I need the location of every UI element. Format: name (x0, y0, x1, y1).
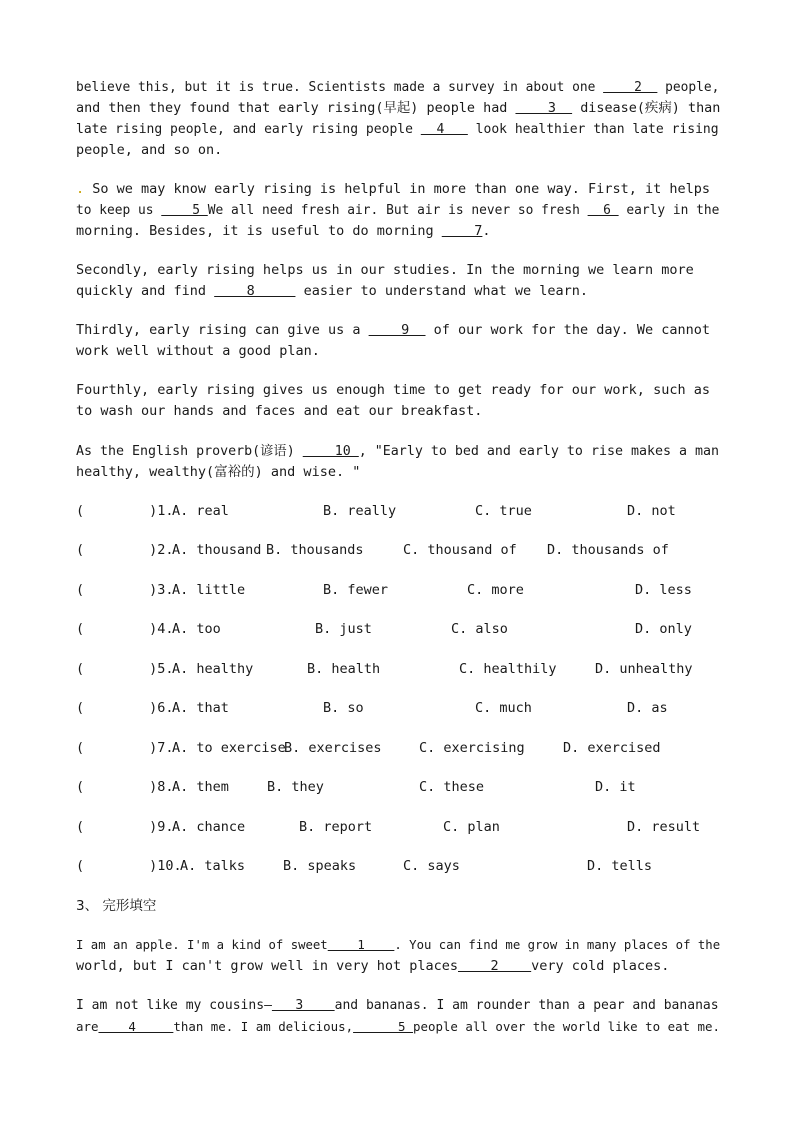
text: are (76, 1019, 99, 1034)
option-b: B. they (267, 779, 324, 795)
blank-9: 9 (368, 322, 426, 338)
text: Secondly, early rising helps us in our studies. In the morning we learn more (76, 262, 694, 278)
option-a: A. that (172, 700, 229, 716)
text-line (76, 140, 720, 161)
option-c: C. exercising (419, 740, 525, 756)
text: morning. Besides, it is useful to do morning (76, 223, 442, 239)
question-number: ( )10. (76, 858, 182, 874)
blank-1: 1 (327, 938, 395, 952)
option-c: C. true (475, 503, 532, 519)
option-b: B. exercises (284, 740, 382, 756)
text-line (76, 98, 720, 119)
passage-paragraph-4 (76, 320, 720, 362)
text-line (76, 320, 720, 341)
option-a: A. little (172, 582, 246, 598)
text: world, but I can't grow well in very hot places (76, 958, 459, 974)
text: to wash our hands and faces and eat our breakfast. (76, 403, 483, 419)
question-number: ( )2. (76, 542, 174, 558)
text: late rising people, and early rising people (76, 122, 421, 137)
passage-paragraph-1 (76, 77, 720, 161)
option-d: D. as (627, 700, 668, 716)
blank-7: 7 (441, 223, 483, 239)
option-a: A. them (172, 779, 229, 795)
text-line (76, 956, 720, 977)
text-line (76, 200, 720, 221)
option-c: C. healthily (459, 661, 557, 677)
passage-paragraph-2 (76, 179, 720, 242)
text-line (76, 1016, 720, 1037)
option-d: D. only (635, 621, 692, 637)
question-row (76, 738, 736, 758)
question-number: ( )6. (76, 700, 174, 716)
option-a: A. real (172, 503, 229, 519)
question-number: ( )3. (76, 582, 174, 598)
option-b: B. thousands (266, 542, 364, 558)
option-c: C. these (419, 779, 485, 795)
blank-8: 8 (214, 283, 296, 299)
marker-dot: . (76, 181, 85, 197)
text-line (76, 221, 720, 242)
option-d: D. not (627, 503, 676, 519)
text: Thirdly, early rising can give us a (76, 322, 369, 338)
option-d: D. tells (587, 858, 653, 874)
blank-6: 6 (587, 203, 619, 218)
text: quickly and find (76, 283, 215, 299)
text-line (76, 77, 720, 98)
option-c: C. also (451, 621, 508, 637)
option-a: A. thousand (172, 542, 262, 558)
text-line (76, 441, 720, 462)
option-b: B. report (299, 819, 373, 835)
option-b: B. really (323, 503, 397, 519)
text: disease(疾病) than (572, 101, 721, 116)
question-row (76, 777, 736, 797)
text: of our work for the day. We cannot (425, 322, 710, 338)
option-a: A. too (172, 621, 221, 637)
question-row (76, 856, 736, 876)
option-c: C. more (467, 582, 524, 598)
option-d: D. less (635, 582, 692, 598)
blank-4: 4 (420, 122, 468, 137)
option-b: B. fewer (323, 582, 389, 598)
option-c: C. says (403, 858, 460, 874)
option-d: D. exercised (563, 740, 661, 756)
passage-paragraph-3 (76, 260, 720, 302)
text-line (76, 380, 720, 401)
question-row (76, 501, 736, 521)
question-row (76, 540, 736, 560)
text: healthy, wealthy(富裕的) and wise. " (76, 464, 361, 480)
text-line (76, 401, 720, 422)
text-line (76, 260, 720, 281)
text: look healthier than late rising (467, 122, 719, 137)
text: So we may know early rising is helpful in more than one way. First, it helps (84, 181, 710, 197)
option-c: C. plan (443, 819, 500, 835)
option-b: B. just (315, 621, 372, 637)
text: I am not like my cousins— (76, 998, 272, 1013)
section3-paragraph-1 (76, 935, 720, 977)
option-d: D. unhealthy (595, 661, 693, 677)
question-number: ( )1. (76, 503, 174, 519)
text: We all need fresh air. But air is never so fresh (207, 203, 588, 218)
text-line (76, 179, 720, 200)
blank-2: 2 (458, 958, 532, 974)
text: early in the (618, 203, 720, 218)
option-a: A. healthy (172, 661, 254, 677)
text-line (76, 935, 720, 956)
blank-5: 5 (161, 203, 208, 218)
question-row (76, 619, 736, 639)
section3-paragraph-2 (76, 995, 720, 1037)
option-d: D. thousands of (547, 542, 669, 558)
blank-5: 5 (353, 1019, 413, 1034)
blank-10: 10 (302, 444, 359, 459)
question-number: ( )4. (76, 621, 174, 637)
text: believe this, but it is true. Scientists made a survey in about one (76, 80, 604, 95)
text: to keep us (76, 203, 162, 218)
option-a: A. to exercise (172, 740, 286, 756)
blank-3: 3 (515, 101, 573, 116)
option-c: C. thousand of (403, 542, 517, 558)
option-a: A. talks (180, 858, 246, 874)
option-d: D. it (595, 779, 636, 795)
text-line (76, 341, 720, 362)
question-row (76, 659, 736, 679)
text: than me. I am delicious, (173, 1019, 354, 1034)
text: people all over the world like to eat me. (412, 1019, 720, 1034)
text: . (482, 223, 491, 239)
text: I am an apple. I'm a kind of sweet (76, 938, 328, 952)
option-b: B. health (307, 661, 381, 677)
question-row (76, 580, 736, 600)
text: and bananas. I am rounder than a pear and bananas (334, 998, 719, 1013)
text: , "Early to bed and early to rise makes a man (358, 444, 720, 459)
text: work well without a good plan. (76, 343, 320, 359)
text: . You can find me grow in many places of the (394, 938, 721, 952)
blank-3: 3 (271, 998, 335, 1013)
question-row (76, 698, 736, 718)
section-heading: 3、 完形填空 (76, 898, 157, 914)
question-number: ( )8. (76, 779, 174, 795)
option-a: A. chance (172, 819, 246, 835)
question-number: ( )9. (76, 819, 174, 835)
text: people, and so on. (76, 142, 223, 158)
option-b: B. speaks (283, 858, 357, 874)
question-row (76, 817, 736, 837)
text-line (76, 281, 720, 302)
question-number: ( )7. (76, 740, 174, 756)
text: very cold places. (531, 958, 670, 974)
question-number: ( )5. (76, 661, 174, 677)
option-b: B. so (323, 700, 364, 716)
passage-paragraph-6 (76, 441, 720, 483)
text: easier to understand what we learn. (295, 283, 589, 299)
blank-2: 2 (603, 80, 658, 95)
text: Fourthly, early rising gives us enough time to get ready for our work, such as (76, 382, 710, 398)
text-line (76, 119, 720, 140)
passage-paragraph-5 (76, 380, 720, 422)
text-line (76, 995, 720, 1016)
text: people, (657, 80, 720, 95)
text: As the English proverb(谚语) (76, 444, 303, 459)
blank-4: 4 (98, 1019, 174, 1034)
text-line (76, 462, 720, 483)
option-d: D. result (627, 819, 701, 835)
option-c: C. much (475, 700, 532, 716)
text: and then they found that early rising(早起) people had (76, 101, 516, 116)
